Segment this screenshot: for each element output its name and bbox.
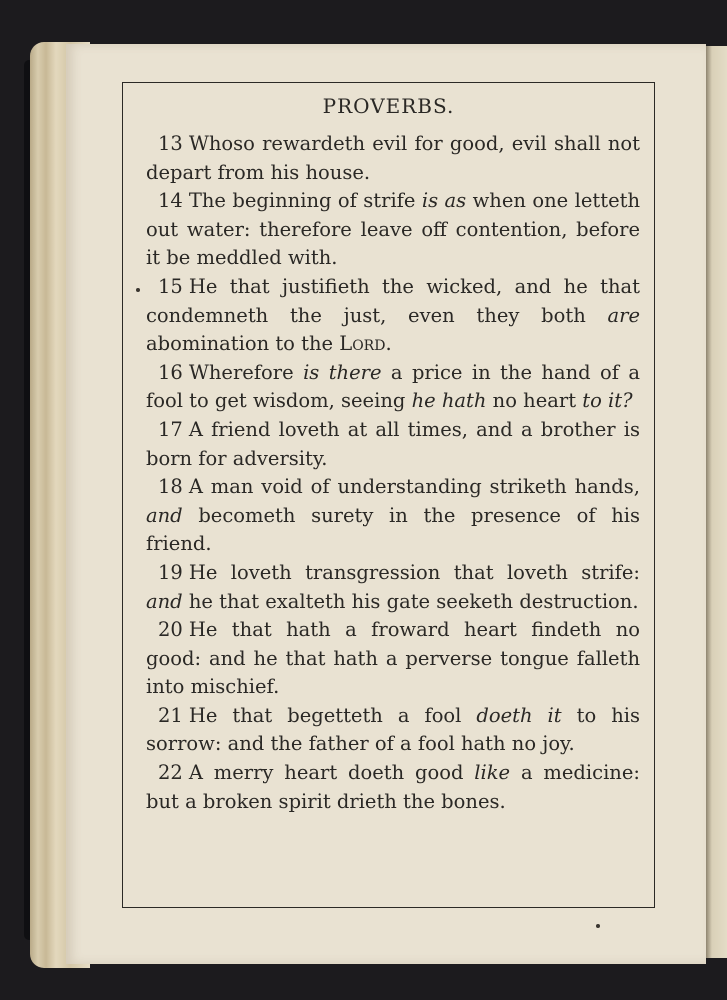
verse-line: Whoso rewardeth evil for good, evil: [188, 132, 547, 155]
verse-text: abomination to the: [146, 332, 340, 356]
verse-19: [146, 559, 640, 616]
verse-number: 16: [158, 360, 183, 384]
verse-text: A merry heart doeth good: [188, 761, 475, 785]
italic-text: doeth it: [476, 703, 562, 727]
verse-line: shall not depart from his house.: [146, 132, 641, 184]
verse-text: .: [385, 332, 392, 356]
ink-speck: [136, 288, 140, 292]
verse-text: when one letteth out water: therefore leave off contention, before it be meddled with.: [146, 189, 641, 270]
verse-text: no heart: [486, 389, 583, 413]
italic-text: is as: [421, 189, 467, 213]
verse-text-block: [146, 130, 640, 816]
verse-number: 14: [158, 189, 183, 213]
italic-text: he hath: [411, 389, 487, 413]
verse-text: He that justifieth the wicked, and he that condemneth the just, even they both: [146, 274, 640, 327]
verse-text: a price in the hand of a fool to get wisdom, seeing: [146, 360, 640, 413]
verse-number: 15: [158, 274, 183, 298]
verse-number: 22: [158, 761, 183, 785]
verse-text: becometh surety in the presence of his friend.: [146, 503, 640, 556]
italic-text: and: [146, 589, 183, 613]
small-caps-text: Lord: [339, 332, 386, 356]
verse-17: [146, 416, 640, 473]
verse-text: A man void of understanding striketh hands,: [188, 475, 640, 499]
italic-text: is there: [303, 360, 382, 384]
italic-text: are: [607, 303, 640, 327]
verse-number: 17: [158, 417, 183, 441]
verse-list: [146, 187, 640, 816]
verse-text: He that hath a froward heart findeth no good: and he that hath a perverse tongue falleth into mischief.: [146, 618, 640, 699]
verse-22: [146, 759, 640, 816]
italic-text: to it?: [582, 389, 633, 413]
verse-number: 21: [158, 703, 183, 727]
verse-20: [146, 616, 640, 702]
italic-text: like: [474, 761, 511, 785]
verse-13: [146, 130, 640, 187]
verse-text: Wherefore: [188, 360, 304, 384]
verse-number: 20: [158, 618, 183, 642]
verse-number: 18: [158, 475, 183, 499]
verse-text: The beginning of strife: [188, 189, 422, 213]
verse-text: he that exalteth his gate seeketh destruction.: [182, 589, 639, 613]
verse-text: to his sorrow: and the father of a fool hath no joy.: [146, 703, 641, 756]
verse-21: [146, 702, 640, 759]
verse-number: 13: [158, 132, 183, 155]
verse-16: [146, 359, 640, 416]
ink-speck: [596, 924, 600, 928]
verse-text: a medicine: but a broken spirit drieth the bones.: [146, 761, 640, 813]
italic-text: and: [146, 503, 183, 527]
verse-number: 19: [158, 560, 183, 584]
running-head: PROVERBS.: [322, 94, 455, 118]
verse-14: [146, 187, 640, 273]
verse-18: [146, 473, 640, 559]
verse-text: A friend loveth at all times, and a brother is born for adversity.: [146, 417, 640, 470]
verse-15: [146, 273, 640, 359]
verse-text: He that begetteth a fool: [188, 703, 477, 727]
facing-page-edge: [706, 46, 727, 958]
verse-text: He loveth transgression that loveth strife:: [188, 560, 640, 584]
